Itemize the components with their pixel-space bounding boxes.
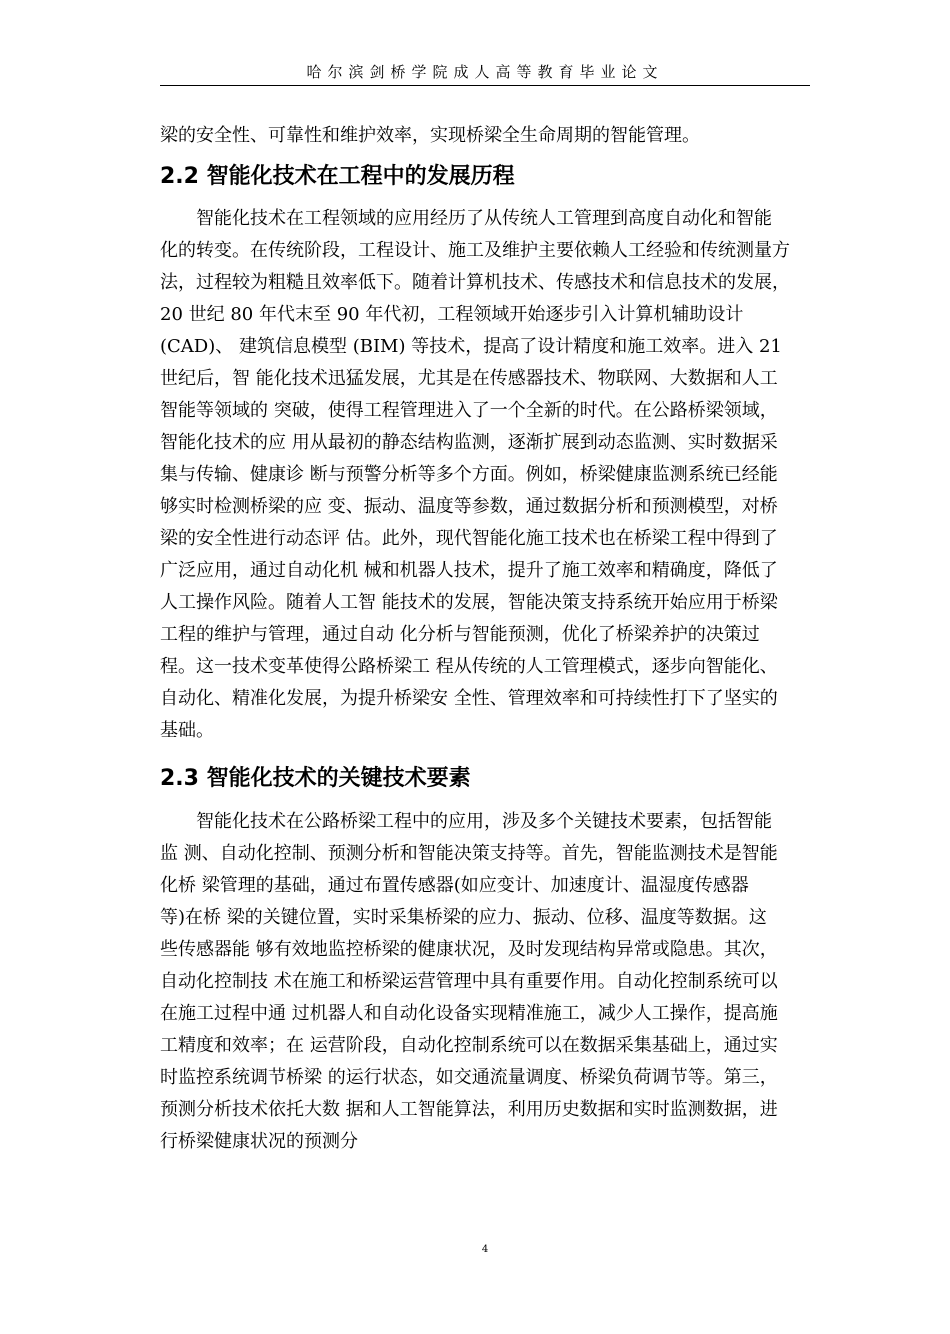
paragraph-line: 法，过程较为粗糙且效率低下。随着计算机技术、传感技术和信息技术的发展， [160, 272, 790, 293]
page-number: 4 [481, 1244, 489, 1255]
paragraph-line: 智能化技术在工程领域的应用经历了从传统人工管理到高度自动化和智能 [160, 208, 772, 229]
paragraph-line: 时监控系统调节桥梁 的运行状态，如交通流量调度、桥梁负荷调节等。第三， [160, 1067, 778, 1088]
paragraph-line: 工精度和效率；在 运营阶段，自动化控制系统可以在数据采集基础上，通过实 [160, 1035, 778, 1056]
paragraph-line: 行桥梁健康状况的预测分 [160, 1131, 358, 1152]
paragraph-line: 自动化控制技 术在施工和桥梁运营管理中具有重要作用。自动化控制系统可以 [160, 971, 778, 992]
section-2-3-heading: 2.3 智能化技术的关键技术要素 [160, 766, 471, 791]
paragraph-line: 智能等领域的 突破，使得工程管理进入了一个全新的时代。在公路桥梁领域， [160, 400, 778, 421]
paragraph-line: 人工操作风险。随着人工智 能技术的发展，智能决策支持系统开始应用于桥梁 [160, 592, 778, 613]
paragraph-line: 梁的安全性进行动态评 估。此外，现代智能化施工技术也在桥梁工程中得到了 [160, 528, 778, 549]
paragraph-line: (CAD)、 建筑信息模型 (BIM) 等技术，提高了设计精度和施工效率。进入 21 [160, 336, 782, 357]
paragraph-line: 够实时检测桥梁的应 变、振动、温度等参数，通过数据分析和预测模型，对桥 [160, 496, 778, 517]
paragraph-line: 程。这一技术变革使得公路桥梁工 程从传统的人工管理模式，逐步向智能化、 [160, 656, 778, 677]
paragraph-line: 化的转变。在传统阶段，工程设计、施工及维护主要依赖人工经验和传统测量方 [160, 240, 790, 261]
paragraph-line: 监 测、自动化控制、预测分析和智能决策支持等。首先，智能监测技术是智能 [160, 843, 778, 864]
running-header: 哈尔滨剑桥学院成人高等教育毕业论文 [306, 63, 664, 81]
paragraph-line: 20 世纪 80 年代末至 90 年代初，工程领域开始逐步引入计算机辅助设计 [160, 304, 744, 325]
paragraph-line: 等)在桥 梁的关键位置，实时采集桥梁的应力、振动、位移、温度等数据。这 [160, 907, 767, 928]
intro-line: 梁的安全性、可靠性和维护效率，实现桥梁全生命周期的智能管理。 [160, 125, 700, 146]
paragraph-line: 智能化技术在公路桥梁工程中的应用，涉及多个关键技术要素，包括智能 [160, 811, 772, 832]
paragraph-line: 化桥 梁管理的基础，通过布置传感器(如应变计、加速度计、温湿度传感器 [160, 875, 749, 896]
paragraph-line: 世纪后，智 能化技术迅猛发展，尤其是在传感器技术、物联网、大数据和人工 [160, 368, 778, 389]
paragraph-line: 自动化、精准化发展，为提升桥梁安 全性、管理效率和可持续性打下了坚实的 [160, 688, 778, 709]
header-rule [160, 85, 810, 86]
paragraph-line: 广泛应用，通过自动化机 械和机器人技术，提升了施工效率和精确度，降低了 [160, 560, 778, 581]
section-2-2-heading: 2.2 智能化技术在工程中的发展历程 [160, 164, 515, 189]
paragraph-line: 在施工过程中通 过机器人和自动化设备实现精准施工，减少人工操作，提高施 [160, 1003, 778, 1024]
paragraph-line: 基础。 [160, 720, 214, 741]
paragraph-line: 工程的维护与管理，通过自动 化分析与智能预测，优化了桥梁养护的决策过 [160, 624, 760, 645]
paragraph-line: 些传感器能 够有效地监控桥梁的健康状况，及时发现结构异常或隐患。其次， [160, 939, 778, 960]
paragraph-line: 智能化技术的应 用从最初的静态结构监测，逐渐扩展到动态监测、实时数据采 [160, 432, 778, 453]
paragraph-line: 集与传输、健康诊 断与预警分析等多个方面。例如，桥梁健康监测系统已经能 [160, 464, 778, 485]
paragraph-line: 预测分析技术依托大数 据和人工智能算法，利用历史数据和实时监测数据，进 [160, 1099, 778, 1120]
